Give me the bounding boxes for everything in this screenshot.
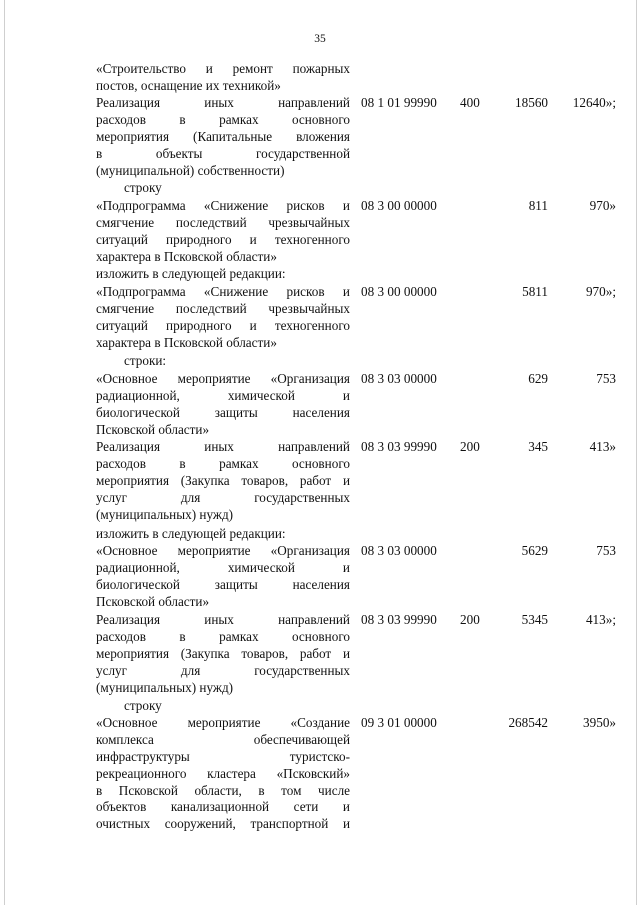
instruction-text: строку — [124, 180, 162, 195]
description-line: Псковской области» — [96, 421, 210, 437]
row-description — [96, 61, 350, 95]
row-description — [96, 371, 350, 439]
description-line: мероприятия (Капитальные вложения — [96, 128, 350, 144]
budget-code: 08 1 01 99990 — [361, 95, 437, 110]
description-line: «Основное мероприятие «Создание — [96, 715, 350, 730]
amount-year-2: 413»; — [585, 612, 616, 627]
instruction-text: строки: — [124, 353, 167, 368]
amount-year-1: 811 — [528, 198, 548, 213]
description-line: расходов в рамках основного — [96, 111, 350, 127]
description-line: объектов канализационной сети и — [96, 799, 350, 815]
amount-year-1: 18560 — [515, 95, 548, 110]
budget-code: 08 3 03 99990 — [361, 439, 437, 454]
description-line: расходов в рамках основного — [96, 455, 350, 471]
description-line: рекреационного кластера «Псковский» — [96, 765, 350, 781]
description-line: в Псковской области, в том числе — [96, 782, 350, 798]
description-line: постов, оснащение их техникой» — [96, 77, 281, 93]
description-line: «Основное мероприятие «Организация — [96, 543, 350, 558]
row-description — [96, 95, 350, 179]
budget-code: 09 3 01 00000 — [361, 715, 437, 730]
description-line: комплекса обеспечивающей — [96, 731, 350, 747]
description-line: характера в Псковской области» — [96, 248, 277, 264]
description-line: «Подпрограмма «Снижение рисков и — [96, 198, 350, 213]
row-description — [96, 284, 350, 352]
description-line: очистных сооружений, транспортной и — [96, 816, 350, 832]
description-line: Реализация иных направлений — [96, 439, 350, 454]
row-description — [96, 439, 350, 523]
amount-year-2: 970» — [589, 198, 616, 213]
amount-year-2: 753 — [596, 543, 616, 558]
description-line: радиационной, химической и — [96, 387, 350, 403]
description-line: Псковской области» — [96, 593, 210, 609]
description-line: «Строительство и ремонт пожарных — [96, 61, 350, 76]
row-description — [96, 612, 350, 696]
budget-code: 08 3 00 00000 — [361, 284, 437, 299]
description-line: радиационной, химической и — [96, 559, 350, 575]
row-description — [96, 715, 350, 833]
instruction-text: изложить в следующей редакции: — [96, 526, 286, 541]
description-line: услуг для государственных — [96, 489, 350, 505]
budget-code: 08 3 00 00000 — [361, 198, 437, 213]
description-line: в объекты государственной — [96, 145, 350, 161]
amount-year-1: 5811 — [522, 284, 548, 299]
description-line: услуг для государственных — [96, 662, 350, 678]
description-line: «Основное мероприятие «Организация — [96, 371, 350, 386]
expense-type: 200 — [460, 439, 480, 454]
budget-code: 08 3 03 00000 — [361, 543, 437, 558]
description-line: (муниципальной) собственности) — [96, 162, 285, 178]
description-line: Реализация иных направлений — [96, 95, 350, 110]
description-line: смягчение последствий чрезвычайных — [96, 300, 350, 316]
description-line: ситуаций природного и техногенного — [96, 231, 350, 247]
amount-year-2: 970»; — [585, 284, 616, 299]
instruction-text: изложить в следующей редакции: — [96, 266, 286, 281]
page-edge-right — [636, 0, 637, 905]
row-description — [96, 543, 350, 611]
expense-type: 200 — [460, 612, 480, 627]
budget-code: 08 3 03 00000 — [361, 371, 437, 386]
amount-year-1: 5345 — [521, 612, 548, 627]
description-line: мероприятия (Закупка товаров, работ и — [96, 645, 350, 661]
description-line: биологической защиты населения — [96, 404, 350, 420]
amount-year-1: 268542 — [508, 715, 548, 730]
description-line: (муниципальных) нужд) — [96, 679, 234, 695]
budget-code: 08 3 03 99990 — [361, 612, 437, 627]
description-line: (муниципальных) нужд) — [96, 506, 234, 522]
page-number: 35 — [314, 33, 326, 45]
description-line: мероприятия (Закупка товаров, работ и — [96, 472, 350, 488]
description-line: смягчение последствий чрезвычайных — [96, 214, 350, 230]
amount-year-2: 753 — [596, 371, 616, 386]
amount-year-1: 345 — [528, 439, 548, 454]
row-description — [96, 198, 350, 266]
description-line: ситуаций природного и техногенного — [96, 317, 350, 333]
amount-year-1: 5629 — [521, 543, 548, 558]
description-line: биологической защиты населения — [96, 576, 350, 592]
instruction-text: строку — [124, 698, 162, 713]
amount-year-2: 413» — [589, 439, 616, 454]
description-line: расходов в рамках основного — [96, 628, 350, 644]
amount-year-2: 3950» — [583, 715, 616, 730]
description-line: характера в Псковской области» — [96, 334, 277, 350]
page-edge-left — [4, 0, 5, 905]
description-line: Реализация иных направлений — [96, 612, 350, 627]
description-line: инфраструктуры туристско- — [96, 748, 350, 764]
amount-year-2: 12640»; — [572, 95, 616, 110]
amount-year-1: 629 — [528, 371, 548, 386]
expense-type: 400 — [460, 95, 480, 110]
description-line: «Подпрограмма «Снижение рисков и — [96, 284, 350, 299]
